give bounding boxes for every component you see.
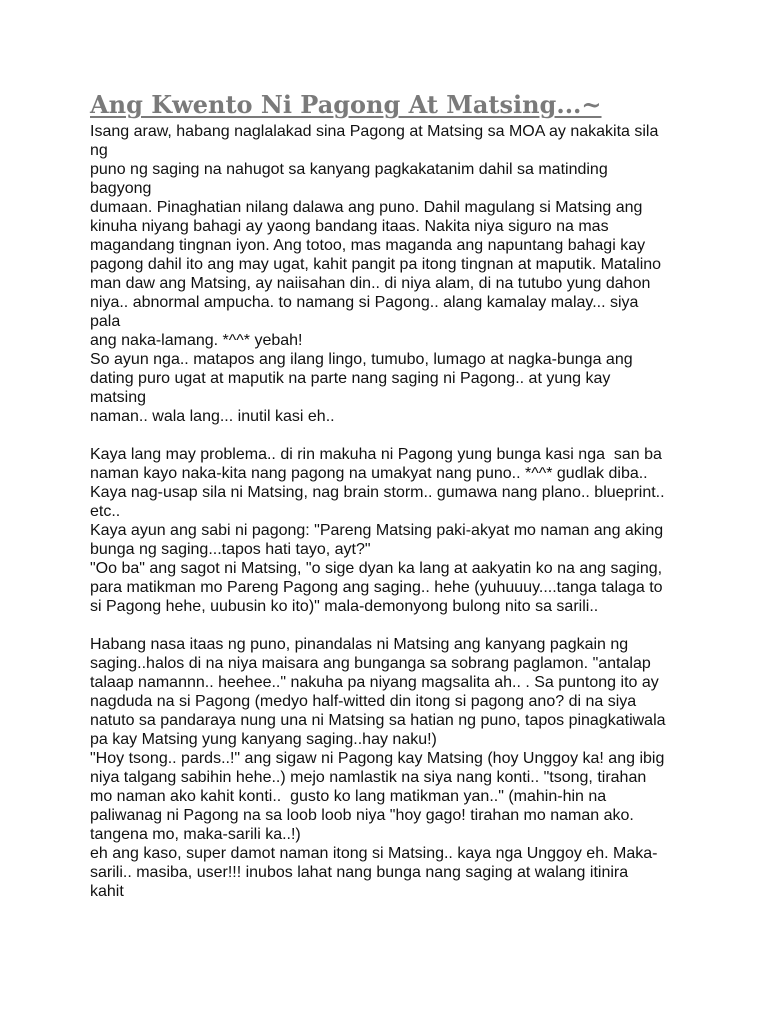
text-line: eh ang kaso, super damot naman itong si Matsing.. kaya nga Unggoy eh. Maka-: [90, 845, 658, 862]
text-line: [90, 616, 690, 635]
text-line: ang naka-lamang. *^^* yebah!: [90, 332, 303, 349]
text-line: talaap namannn.. heehee.." nakuha pa niyang magsalita ah.. . Sa puntong ito ay: [90, 674, 659, 691]
text-line: matsing: [90, 389, 147, 406]
text-line: nagduda na si Pagong (medyo half-witted din itong si pagong ano? di na siya: [90, 693, 637, 710]
text-line: paliwanag ni Pagong na sa loob loob niya "hoy gago! tirahan mo naman ako.: [90, 807, 634, 824]
text-line: Kaya nag-usap sila ni Matsing, nag brain storm.. gumawa nang plano.. blueprint..: [90, 484, 665, 501]
text-line: Kaya ayun ang sabi ni pagong: "Pareng Matsing paki-akyat mo naman ang aking: [90, 522, 664, 539]
text-line: Habang nasa itaas ng puno, pinandalas ni Matsing ang kanyang pagkain ng: [90, 636, 629, 653]
text-line: Kaya lang may problema.. di rin makuha ni Pagong yung bunga kasi nga san ba: [90, 446, 662, 463]
document-title: Ang Kwento Ni Pagong At Matsing...~: [90, 90, 602, 119]
text-line: pala: [90, 313, 121, 330]
text-line: [90, 426, 690, 445]
text-line: naman kayo naka-kita nang pagong na umakyat nang puno.. *^^* gudlak diba..: [90, 465, 648, 482]
text-line: pa kay Matsing yung kanyang saging..hay naku!): [90, 731, 437, 748]
text-line: kinuha niyang bahagi ay yaong bandang itaas. Nakita niya siguro na mas: [90, 218, 609, 235]
text-line: tangena mo, maka-sarili ka..!): [90, 826, 301, 843]
text-line: man daw ang Matsing, ay naiisahan din.. di niya alam, di na tutubo yung dahon: [90, 275, 651, 292]
text-line: ng: [90, 142, 108, 159]
text-line: naman.. wala lang... inutil kasi eh..: [90, 408, 335, 425]
text-line: niya talgang sabihin hehe..) mejo namlastik na siya nang konti.. "tsong, tirahan: [90, 769, 647, 786]
text-line: si Pagong hehe, uubusin ko ito)" mala-demonyong bulong nito sa sarili..: [90, 598, 599, 615]
text-line: kahit: [90, 883, 124, 900]
text-line: "Hoy tsong.. pards..!" ang sigaw ni Pagong kay Matsing (hoy Unggoy ka! ang ibig: [90, 750, 665, 767]
text-line: etc..: [90, 503, 121, 520]
text-line: bunga ng saging...tapos hati tayo, ayt?": [90, 541, 371, 558]
document-body: [90, 122, 690, 901]
text-line: saging..halos di na niya maisara ang bunganga sa sobrang paglamon. "antalap: [90, 655, 651, 672]
text-line: dating puro ugat at maputik na parte nang saging ni Pagong.. at yung kay: [90, 370, 611, 387]
text-line: natuto sa pandaraya nung una ni Matsing sa hatian ng puno, tapos pinagkatiwala: [90, 712, 666, 729]
text-line: "Oo ba" ang sagot ni Matsing, "o sige dyan ka lang at aakyatin ko na ang saging,: [90, 560, 663, 577]
text-line: para matikman mo Pareng Pagong ang saging.. hehe (yuhuuuy....tanga talaga to: [90, 579, 663, 596]
text-line: So ayun nga.. matapos ang ilang lingo, tumubo, lumago at nagka-bunga ang: [90, 351, 633, 368]
text-line: dumaan. Pinaghatian nilang dalawa ang puno. Dahil magulang si Matsing ang: [90, 199, 643, 216]
text-line: puno ng saging na nahugot sa kanyang pagkakatanim dahil sa matinding: [90, 161, 608, 178]
text-line: mo naman ako kahit konti.. gusto ko lang matikman yan.." (mahin-hin na: [90, 788, 607, 805]
text-line: bagyong: [90, 180, 152, 197]
text-line: niya.. abnormal ampucha. to namang si Pagong.. alang kamalay malay... siya: [90, 294, 639, 311]
text-line: pagong dahil ito ang may ugat, kahit pangit pa itong tingnan at maputik. Matalino: [90, 256, 662, 273]
text-line: sarili.. masiba, user!!! inubos lahat nang bunga nang saging at walang itinira: [90, 864, 629, 881]
text-line: magandang tingnan iyon. Ang totoo, mas maganda ang napuntang bahagi kay: [90, 237, 646, 254]
text-line: Isang araw, habang naglalakad sina Pagong at Matsing sa MOA ay nakakita sila: [90, 123, 659, 140]
